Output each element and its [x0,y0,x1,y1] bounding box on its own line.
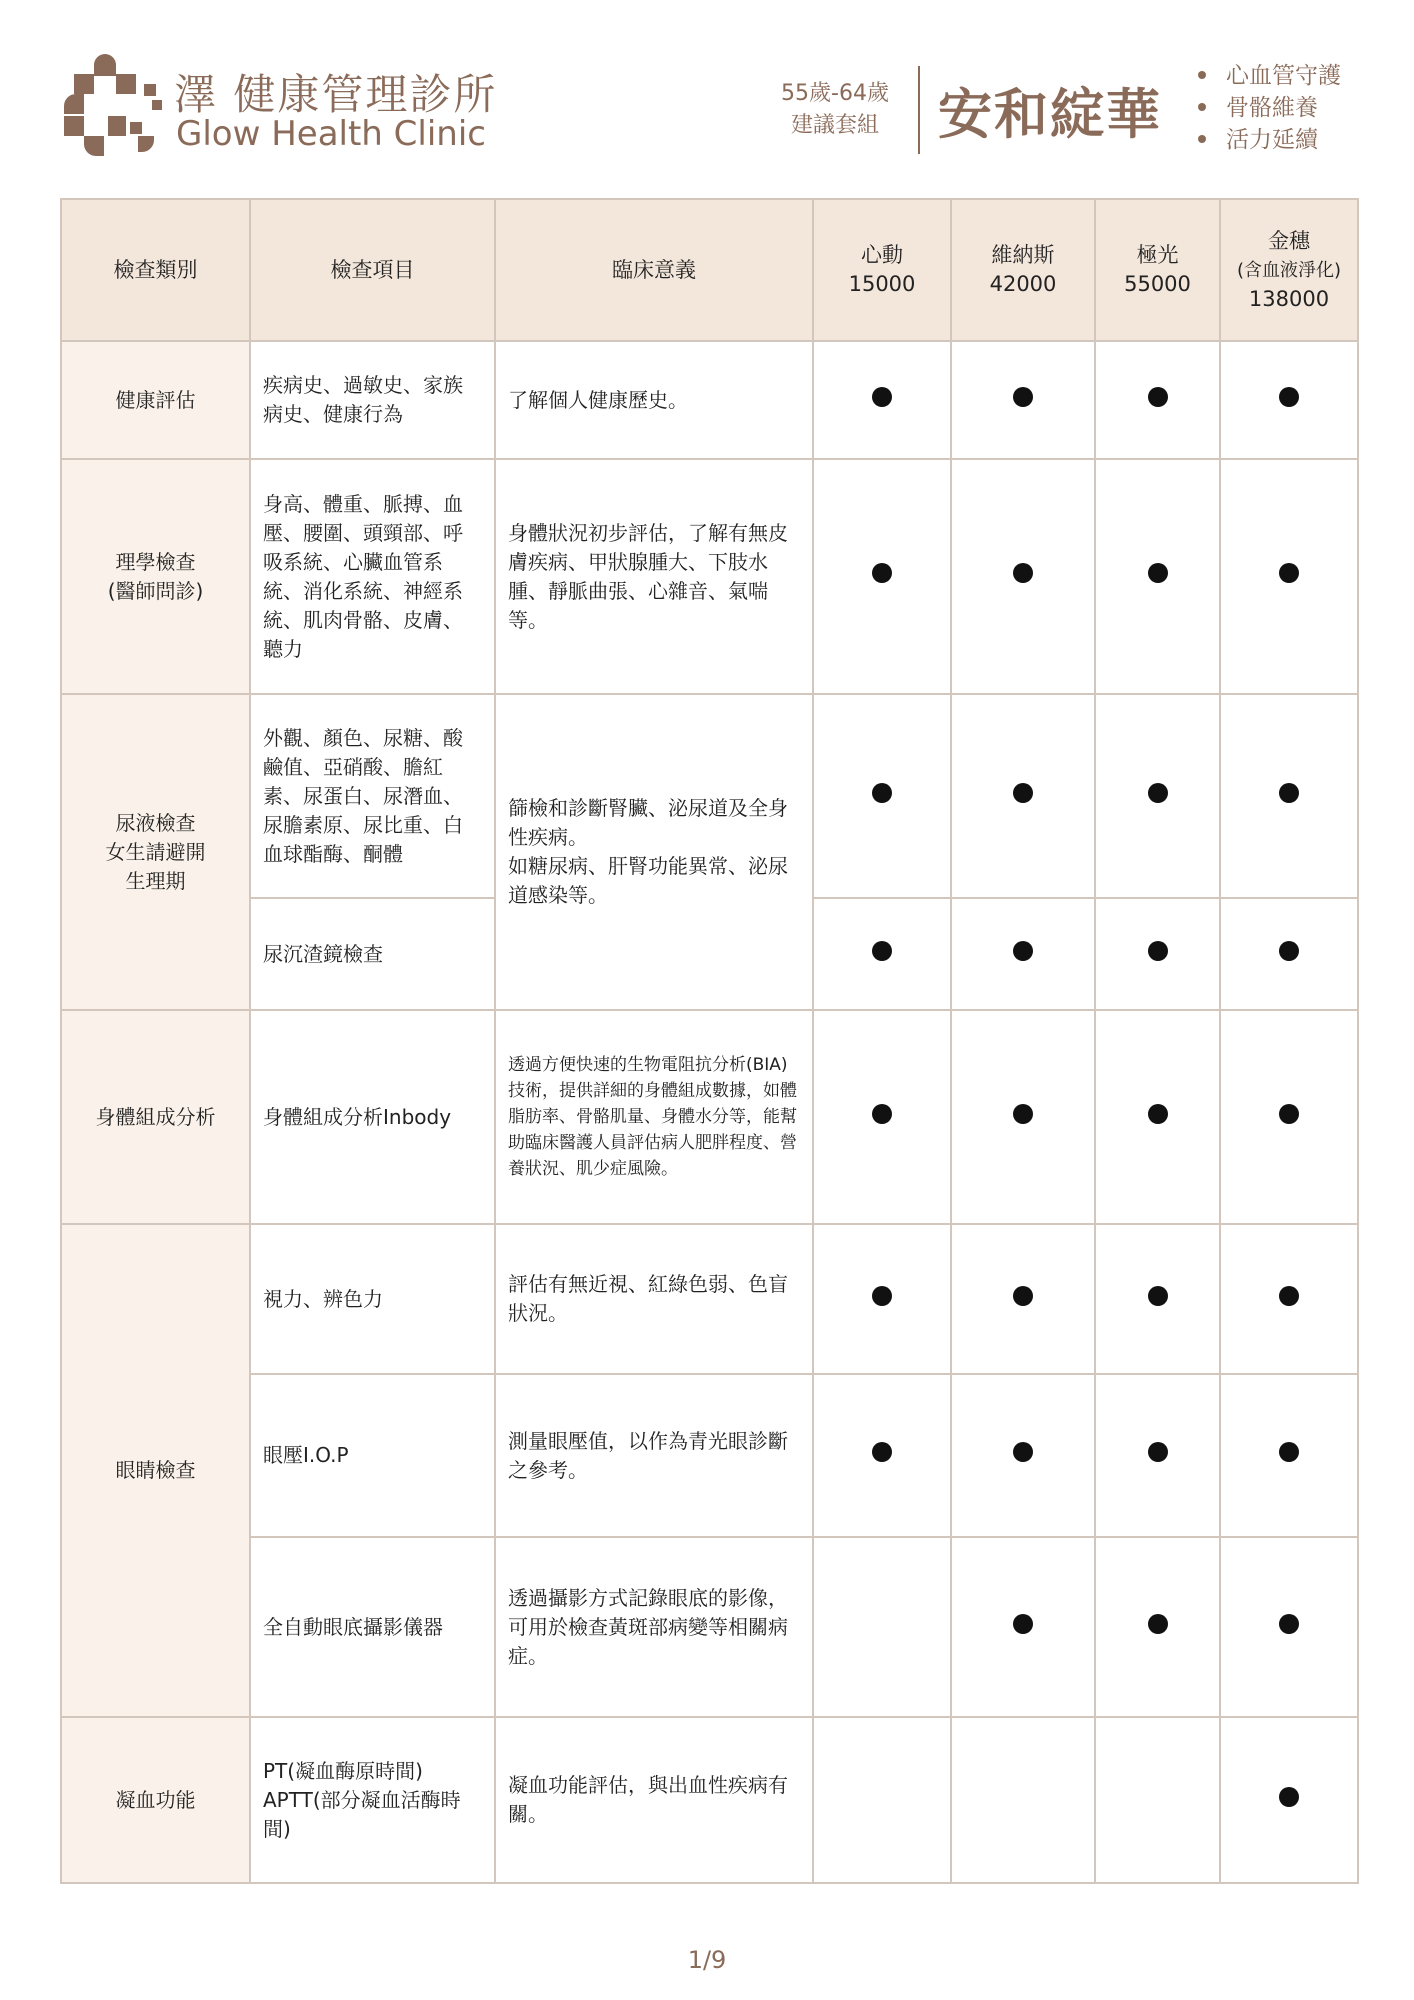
feature-item: 心血管守護 [1198,60,1341,92]
age-range-label [760,78,910,142]
item-cell: 外觀、顏色、尿糖、酸鹼值、亞硝酸、膽紅素、尿蛋白、尿潛血、尿膽素原、尿比重、白血球酯酶、酮體 [250,694,495,898]
category-cell: 眼睛檢查 [61,1224,250,1717]
mark-cell [951,341,1095,459]
bullet-icon [1198,71,1206,79]
item-cell: 疾病史、過敏史、家族病史、健康行為 [250,341,495,459]
included-mark-icon [872,563,892,583]
mark-cell [1220,341,1358,459]
included-mark-icon [1148,941,1168,961]
bullet-icon [1198,103,1206,111]
table-row [61,1010,1358,1224]
mark-cell [1095,694,1220,898]
category-cell: 尿液檢查 女生請避開 生理期 [61,694,250,1010]
table-row [61,1374,1358,1537]
included-mark-icon [1279,783,1299,803]
mark-cell [813,341,951,459]
item-cell: 身高、體重、脈搏、血壓、腰圍、頭頸部、呼吸系統、心臟血管系統、消化系統、神經系統、肌肉骨骼、皮膚、聽力 [250,459,495,694]
mark-cell [1095,459,1220,694]
included-mark-icon [1148,1442,1168,1462]
table-header-row [61,199,1358,341]
mark-cell [813,1010,951,1224]
included-mark-icon [1279,1104,1299,1124]
meaning-cell: 了解個人健康歷史。 [495,341,813,459]
meaning-cell: 篩檢和診斷腎臟、泌尿道及全身性疾病。 如糖尿病、肝腎功能異常、泌尿道感染等。 [495,694,813,1010]
meaning-cell: 透過攝影方式記錄眼底的影像，可用於檢查黃斑部病變等相關病症。 [495,1537,813,1717]
included-mark-icon [1279,1787,1299,1807]
item-cell: PT(凝血酶原時間) APTT(部分凝血活酶時間) [250,1717,495,1883]
included-mark-icon [1013,941,1033,961]
mark-cell [951,1374,1095,1537]
item-cell: 眼壓I.O.P [250,1374,495,1537]
item-cell: 視力、辨色力 [250,1224,495,1374]
mark-cell [1220,459,1358,694]
included-mark-icon [1013,563,1033,583]
mark-cell [1220,1537,1358,1717]
included-mark-icon [872,387,892,407]
col-header-package-3: 極光 55000 [1095,199,1220,341]
mark-cell [951,459,1095,694]
col-header-item: 檢查項目 [250,199,495,341]
included-mark-icon [872,1442,892,1462]
meaning-cell: 測量眼壓值，以作為青光眼診斷之參考。 [495,1374,813,1537]
mark-cell [813,694,951,898]
mark-cell [1095,898,1220,1010]
clinic-name-en: Glow Health Clinic [176,114,486,154]
meaning-cell: 評估有無近視、紅綠色弱、色盲狀況。 [495,1224,813,1374]
mark-cell [813,1537,951,1717]
included-mark-icon [1013,1286,1033,1306]
included-mark-icon [1013,387,1033,407]
mark-cell [951,1010,1095,1224]
mark-cell [1095,1224,1220,1374]
item-cell: 尿沉渣鏡檢查 [250,898,495,1010]
included-mark-icon [1148,1104,1168,1124]
mark-cell [951,898,1095,1010]
mark-cell [951,694,1095,898]
age-suffix: 建議套組 [790,113,879,138]
mark-cell [1095,1717,1220,1883]
meaning-cell: 凝血功能評估，與出血性疾病有關。 [495,1717,813,1883]
header-divider [918,66,920,154]
mark-cell [1095,1374,1220,1537]
mark-cell [1220,1374,1358,1537]
mark-cell [951,1224,1095,1374]
age-range: 55歲-64歲 [781,81,889,106]
category-cell: 健康評估 [61,341,250,459]
included-mark-icon [1013,1442,1033,1462]
col-header-category: 檢查類別 [61,199,250,341]
exam-package-table [60,198,1359,1884]
mark-cell [813,1374,951,1537]
category-cell: 凝血功能 [61,1717,250,1883]
plan-title: 安和綻華 [938,83,1162,146]
included-mark-icon [1148,387,1168,407]
mark-cell [951,1717,1095,1883]
meaning-cell: 透過方便快速的生物電阻抗分析(BIA)技術，提供詳細的身體組成數據，如體脂肪率、骨骼肌量、身體水分等，能幫助臨床醫護人員評估病人肥胖程度、營養狀況、肌少症風險。 [495,1010,813,1224]
included-mark-icon [1279,1614,1299,1634]
mark-cell [1220,1010,1358,1224]
item-cell: 全自動眼底攝影儀器 [250,1537,495,1717]
included-mark-icon [872,1286,892,1306]
mark-cell [813,459,951,694]
page-number: 1/9 [687,1946,727,1974]
feature-item: 骨骼維養 [1198,92,1341,124]
mark-cell [1095,1537,1220,1717]
table-row [61,1717,1358,1883]
included-mark-icon [872,941,892,961]
mark-cell [1220,1224,1358,1374]
col-header-package-4: 金穗 (含血液淨化) 138000 [1220,199,1358,341]
mark-cell [1220,1717,1358,1883]
table-row [61,1224,1358,1374]
included-mark-icon [1013,783,1033,803]
table-row [61,459,1358,694]
bullet-icon [1198,135,1206,143]
included-mark-icon [1148,783,1168,803]
mark-cell [1220,694,1358,898]
table-row [61,694,1358,898]
item-cell: 身體組成分析Inbody [250,1010,495,1224]
mark-cell [1095,1010,1220,1224]
mark-cell [1220,898,1358,1010]
included-mark-icon [1279,1286,1299,1306]
clinic-logo-icon [64,52,164,156]
table-row [61,341,1358,459]
mark-cell [1095,341,1220,459]
included-mark-icon [872,783,892,803]
col-header-package-2: 維納斯 42000 [951,199,1095,341]
mark-cell [813,1224,951,1374]
included-mark-icon [1148,563,1168,583]
included-mark-icon [1279,1442,1299,1462]
meaning-cell: 身體狀況初步評估，了解有無皮膚疾病、甲狀腺腫大、下肢水腫、靜脈曲張、心雜音、氣喘等。 [495,459,813,694]
feature-list [1198,60,1341,156]
included-mark-icon [1013,1104,1033,1124]
included-mark-icon [1148,1286,1168,1306]
col-header-package-1: 心動 15000 [813,199,951,341]
included-mark-icon [1279,563,1299,583]
included-mark-icon [1279,387,1299,407]
col-header-meaning: 臨床意義 [495,199,813,341]
table-row [61,1537,1358,1717]
included-mark-icon [1279,941,1299,961]
mark-cell [813,1717,951,1883]
mark-cell [813,898,951,1010]
category-cell: 身體組成分析 [61,1010,250,1224]
included-mark-icon [1148,1614,1168,1634]
mark-cell [951,1537,1095,1717]
feature-item: 活力延續 [1198,124,1341,156]
clinic-name-zh: 澤 健康管理診所 [174,70,498,119]
included-mark-icon [872,1104,892,1124]
included-mark-icon [1013,1614,1033,1634]
category-cell: 理學檢查 (醫師問診) [61,459,250,694]
